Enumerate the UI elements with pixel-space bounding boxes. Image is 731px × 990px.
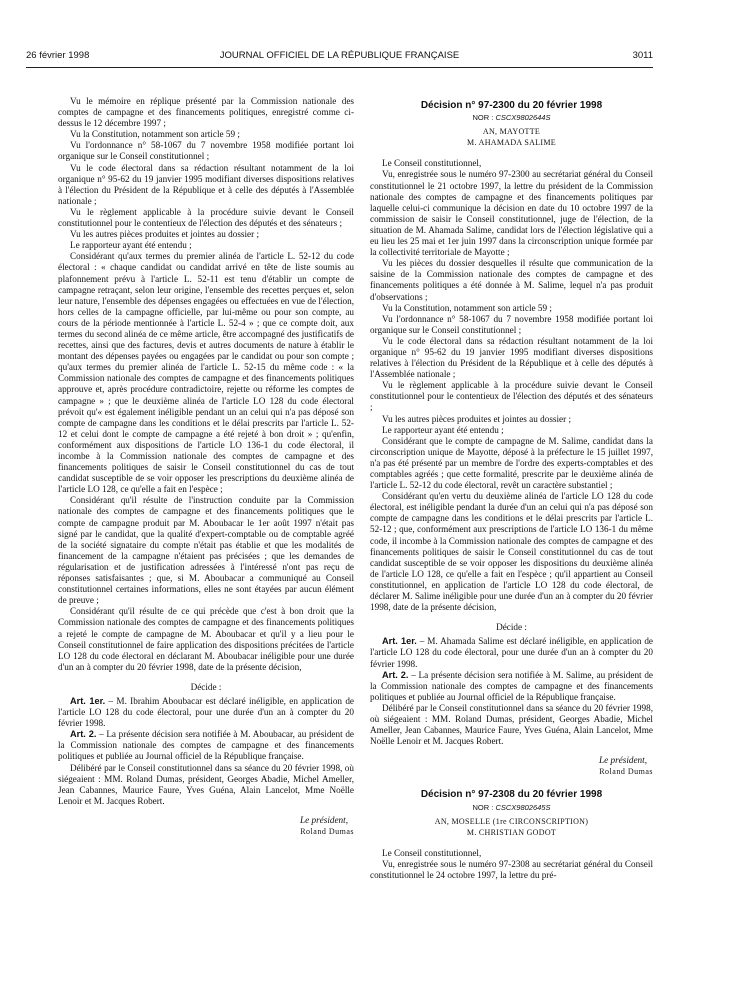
decision-title: Décision n° 97-2308 du 20 février 1998: [420, 789, 603, 801]
nor-reference: [370, 112, 653, 123]
article-2-label: Art. 2.: [382, 669, 409, 680]
deliberation: Délibéré par le Conseil constitutionnel dans sa séance du 20 février 1998, où siégeaient : MM. Roland Dumas, président, Georges Abadie, Michel Ameller, Jean Cabannes, Maurice Faure, Yves Guéna, Alain Lancelot, Mme Noëlle Lenoir et M. Jacques Robert.: [370, 702, 653, 747]
page-header: [26, 50, 653, 66]
decision-person: M. CHRISTIAN GODOT: [466, 827, 557, 837]
paragraph: Vu le règlement applicable à la procédure suivie devant le Conseil constitutionnel pour le contentieux de l'élection des députés et des sénateurs ;: [58, 206, 354, 229]
right-column: [370, 100, 653, 881]
decision-place: AN, MAYOTTE: [482, 127, 541, 137]
article-1-text: – M. Ibrahim Aboubacar est déclaré inéligible, en application de l'article LO 128 du code électoral, pour une durée d'un an à compter du 20 février 1998.: [58, 695, 354, 729]
nor-code: CSCX9802645S: [495, 802, 551, 812]
paragraph: Vu, enregistrée sous le numéro 97-2300 au secrétariat général du Conseil constitutionnel le 21 octobre 1997, la lettre du président de la Commission nationale des comptes de campagne et des financements politiques par laquelle celui-ci communique la décision en date du 10 octobre 1997 de la commission de saisir le Conseil constitutionnel, juge de l'élection, de la situation de M. Ahamada Salime, candidat lors de l'élection législative qui a eu lieu les 25 mai et 1er juin 1997 dans la circonscription unique formée par la collectivité territoriale de Mayotte ;: [370, 169, 653, 258]
paragraph: Vu la Constitution, notamment son article 59 ;: [70, 129, 240, 140]
article-1: [370, 636, 653, 669]
article-2: [58, 729, 354, 762]
article-2: [370, 670, 653, 703]
nor-label: NOR :: [472, 113, 496, 123]
signature-role-text: Le président,: [599, 755, 647, 766]
article-2-text: – La présente décision sera notifiée à M. Salime, au président de la Commission nationale des comptes de campagne et des financements politiques et publiée au Journal officiel de la République française.: [370, 669, 653, 702]
paragraph: Le rapporteur ayant été entendu ;: [70, 240, 192, 251]
article-2-text: – La présente décision sera notifiée à M. Aboubacar, au président de la Commission nationale des comptes de campagne et des financements politiques et publiée au Journal officiel de la République française.: [58, 729, 354, 762]
header-date: 26 février 1998: [26, 50, 90, 61]
signature-role: [58, 815, 354, 826]
left-column: [58, 96, 354, 837]
decide-heading: Décide :: [190, 681, 222, 692]
header-page-number: 3011: [632, 50, 653, 61]
signature-role: [370, 755, 653, 766]
paragraph: Vu la Constitution, notamment son article 59 ;: [382, 302, 552, 313]
decision-place: AN, MOSELLE (1re CIRCONSCRIPTION): [434, 816, 589, 826]
article-1: [58, 696, 354, 729]
header-journal-title: JOURNAL OFFICIEL DE LA RÉPUBLIQUE FRANÇAISE: [219, 50, 460, 61]
nor-code: CSCX9802644S: [495, 113, 551, 123]
paragraph: Vu le code électoral dans sa rédaction résultant notamment de la loi organique n° 95-62 du 19 janvier 1995 modifiant diverses dispositions relatives à l'élection du Président de la République et à celle des députés à l'Assemblée nationale ;: [370, 335, 653, 380]
decision-person: M. AHAMADA SALIME: [467, 138, 556, 148]
paragraph: Vu le code électoral dans sa rédaction résultant notamment de la loi organique n° 95-62 du 19 janvier 1995 modifiant diverses dispositions relatives à l'élection du Président de la République et à celle des députés à l'Assemblée nationale ;: [58, 162, 354, 206]
paragraph: Vu l'ordonnance n° 58-1067 du 7 novembre 1958 modifiée portant loi organique sur le Conseil constitutionnel ;: [58, 140, 354, 162]
paragraph: Vu les autres pièces produites et jointes au dossier ;: [382, 413, 572, 424]
paragraph: Vu, enregistrée sous le numéro 97-2308 au secrétariat général du Conseil constitutionnel le 24 octobre 1997, la lettre du pré-: [370, 858, 653, 880]
paragraph: Considérant qu'il résulte de l'instruction conduite par la Commission nationale des comptes de campagne et des financements politiques que le compte de campagne produit par M. Aboubacar le 1er août 1997 n'était pas signé par le candidat, que la qualité d'expert-comptable ou de comptable agréé de la société signataire du compte n'était pas établie et que les modalités de financement de la campagne n'étaient pas précisées ; que les demandes de régularisation et de justification adressées à l'intéressé n'ont pas reçu de réponses satisfaisantes ; que, si M. Aboubacar a communiqué au Conseil constitutionnel certaines informations, elles ne sont étayées par aucun élément de preuve ;: [58, 495, 354, 606]
paragraph: Le Conseil constitutionnel,: [382, 847, 482, 858]
paragraph: Vu les pièces du dossier desquelles il résulte que communication de la saisine de la Commission nationale des comptes de campagne et des financements politiques a été donnée à M. Salime, lequel n'a pas produit d'observations ;: [370, 258, 653, 302]
paragraph: Vu le règlement applicable à la procédure suivie devant le Conseil constitutionnel pour le contentieux de l'élection des députés et des sénateurs ;: [370, 380, 653, 413]
signature-name: Roland Dumas: [599, 767, 653, 777]
paragraph: Le Conseil constitutionnel,: [382, 158, 482, 169]
paragraph: Vu les autres pièces produites et jointes au dossier ;: [70, 229, 260, 240]
article-1-label: Art. 1er.: [70, 695, 106, 706]
paragraph: Considérant qu'il résulte de ce qui précède que c'est à bon droit que la Commission nationale des comptes de campagne et des financements politiques a rejeté le compte de campagne de M. Aboubacar et qu'il y a lieu pour le Conseil constitutionnel de faire application des dispositions précitées de l'article LO 128 du code électoral en déclarant M. Aboubacar inéligible pour une durée d'un an à compter du 20 février 1998, date de la présente décision,: [58, 606, 354, 672]
paragraph: Le rapporteur ayant été entendu ;: [382, 424, 504, 435]
deliberation: Délibéré par le Conseil constitutionnel dans sa séance du 20 février 1998, où siégeaient : MM. Roland Dumas, président, Georges Abadie, Michel Ameller, Jean Cabannes, Maurice Faure, Yves Guéna, Alain Lancelot, Mme Noëlle Lenoir et M. Jacques Robert.: [58, 762, 354, 806]
paragraph: Considérant qu'aux termes du premier alinéa de l'article L. 52-12 du code électoral : « chaque candidat ou candidat arrivé en tête de liste soumis au plafonnement prévu à l'article L. 52-11 est tenu d'établir un compte de campagne retraçant, selon leur origine, l'ensemble des recettes perçues et, selon leur nature, l'ensemble des dépenses engagées ou effectuées en vue de l'élection, hors celles de la campagne officielle, par lui-même ou pour son compte, au cours de la période mentionnée à l'article L. 52-4 » ; que ce compte doit, aux termes du second alinéa de ce même article, être accompagné des justificatifs de recettes, ainsi que des factures, devis et autres documents de nature à établir le montant des dépenses payées ou engagées par le candidat ou pour son compte ; qu'aux termes du premier alinéa de l'article L. 52-15 du même code : « la Commission nationale des comptes de campagne et des financements politiques approuve et, après procédure contradictoire, rejette ou réforme les comptes de campagne » ; que le deuxième alinéa de l'article LO 128 du code électoral prévoit qu'« est également inéligible pendant un an celui qui n'a pas déposé son compte de campagne dans les conditions et le délai prescrits par l'article L. 52-12 et celui dont le compte de campagne a été rejeté à bon droit » ; qu'enfin, conformément aux dispositions de l'article LO 136-1 du code électoral, il incombe à la Commission nationale des comptes de campagne et des financements politiques de saisir le Conseil constitutionnel du cas de tout candidat susceptible de se voir opposer les prescriptions du deuxième alinéa de l'article LO 128, ce qu'elle a fait en l'espèce ;: [58, 251, 354, 495]
signature-name: Roland Dumas: [300, 827, 354, 836]
article-2-label: Art. 2.: [70, 729, 97, 740]
paragraph: Vu l'ordonnance n° 58-1067 du 7 novembre 1958 modifiée portant loi organique sur le Conseil constitutionnel ;: [370, 313, 653, 335]
nor-label: NOR :: [472, 802, 496, 812]
decision-97-2300: [370, 100, 653, 777]
article-1-label: Art. 1er.: [382, 636, 417, 647]
article-1-text: – M. Ahamada Salime est déclaré inéligible, en application de l'article LO 128 du code électoral, pour une durée d'un an à compter du 20 février 1998.: [370, 636, 654, 669]
header-rule: [26, 67, 653, 68]
decide-heading: Décide :: [496, 622, 527, 633]
paragraph: Considérant qu'en vertu du deuxième alinéa de l'article LO 128 du code électoral, est inéligible pendant la durée d'un an celui qui n'a pas déposé son compte de campagne dans les conditions et le délai prescrits par l'article L. 52-12 ; que, conformément aux prescriptions de l'article LO 136-1 du même code, il incombe à la Commission nationale des comptes de campagne et des financements politiques de saisir le Conseil constitutionnel du cas de tout candidat susceptible de se voir opposer les dispositions du deuxième alinéa de l'article LO 128, ce qu'elle a fait en l'espèce ; qu'il appartient au Conseil constitutionnel, en application de l'article LO 128 du code électoral, de déclarer M. Salime inéligible pour une durée d'un an à compter du 20 février 1998, date de la présente décision,: [370, 491, 653, 613]
decision-title: Décision n° 97-2300 du 20 février 1998: [420, 100, 603, 111]
paragraph: Vu le mémoire en réplique présenté par la Commission nationale des comptes de campagne et des financements politiques, enregistré comme ci-dessus le 12 décembre 1997 ;: [58, 96, 354, 129]
paragraph: Considérant que le compte de campagne de M. Salime, candidat dans la circonscription unique de Mayotte, déposé à la préfecture le 15 juillet 1997, n'a pas été présenté par un membre de l'ordre des experts-comptables et des comptables agréés ; que cette formalité, prescrite par le deuxième alinéa de l'article L. 52-12 du code électoral, revêt un caractère substantiel ;: [370, 435, 653, 491]
decision-97-2308: [370, 789, 653, 881]
nor-reference: [370, 802, 653, 813]
signature-role-text: Le président,: [300, 814, 348, 825]
